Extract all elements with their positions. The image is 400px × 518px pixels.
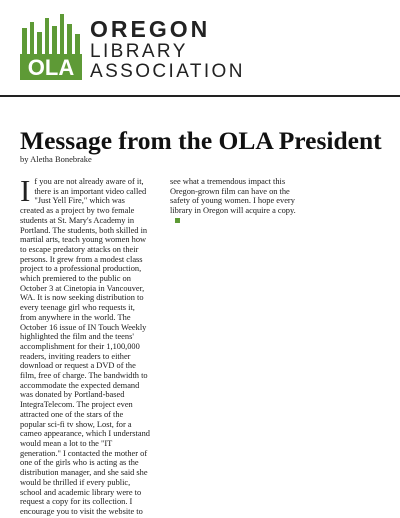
ola-logo-icon (20, 14, 82, 80)
logo-word-association: ASSOCIATION (90, 61, 245, 82)
logo-word-oregon: OREGON (90, 16, 211, 42)
article-byline: by Aletha Bonebrake (20, 154, 92, 164)
masthead (0, 0, 400, 96)
logo-word-library: LIBRARY (90, 41, 188, 62)
article-title: Message from the OLA President (20, 126, 382, 155)
article-column-left (20, 173, 150, 517)
drop-cap: I (20, 173, 31, 208)
header-divider (0, 95, 400, 97)
article-body-left: f you are not already aware of it, there is an important video called "Just Yell Fire," which was created as a project by two female students at St. Mary's Academy in Portland. The students, both skilled in martial arts, teach young women how to escape predatory attacks on their persons. It grew from a modest class project to a professional production, which premiered to the public on October 3 at Cinetopia in Vancouver, WA. It is now seeking distribution to every teenage girl who requests it, from anywhere in the world. The October 16 issue of IN Touch Weekly highlighted the film and the teens' accomplishment for their 1,100,000 readers, inviting readers to either download or request a DVD of the film, free of charge. The bandwidth to accommodate the expected demand was donated by Portland-based IntegraTelecom. The project even attracted one of the stars of the popular sci-fi tv show, Lost, for a cameo appearance, which I understand would mean a lot to the "IT generation." I contacted the mother of one of the girls who is acting as the distribution manager, and she said she would be thrilled if every public, school and academic library were to request a copy for its collection. I encourage you to visit the website to (20, 177, 150, 516)
article-column-right (170, 177, 300, 226)
skyline-bars (22, 14, 80, 54)
article-body-right: see what a tremendous impact this Oregon-grown film can have on the safety of young women. I hope every library in Oregon will acquire a copy. (170, 177, 296, 216)
logo-initials: OLA (27, 55, 75, 80)
end-of-article-square-icon (175, 218, 180, 223)
